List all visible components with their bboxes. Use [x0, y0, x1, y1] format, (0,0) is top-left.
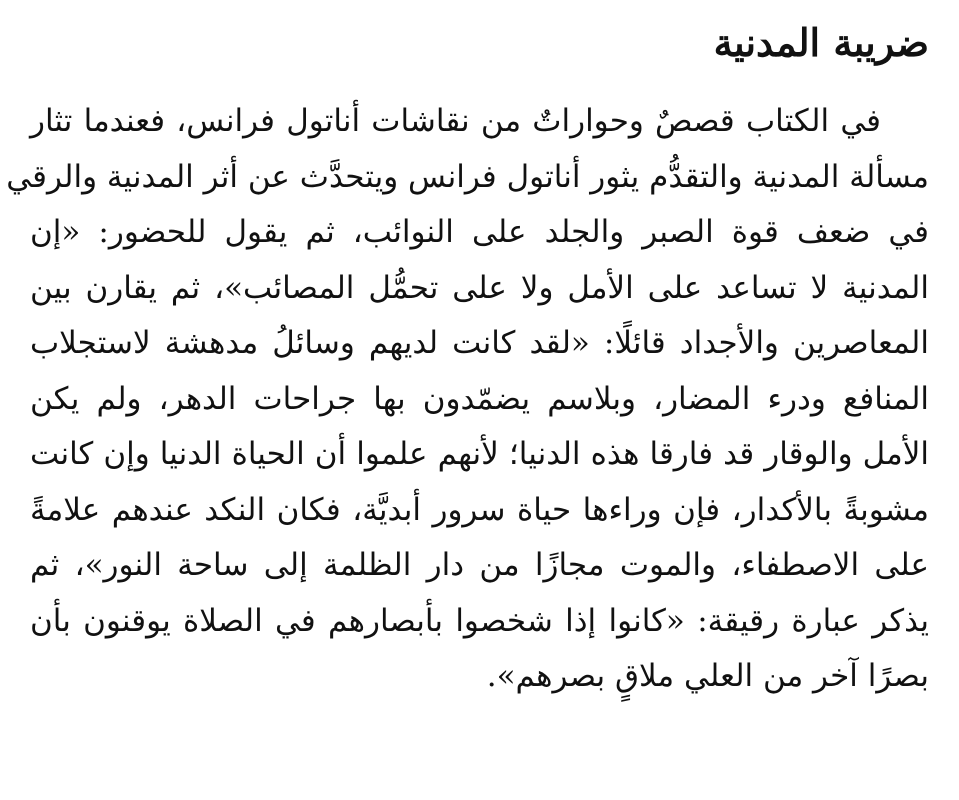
paragraph-line-9: على الاصطفاء، والموت مجازًا من دار الظلمة إلى ساحة النور»، ثم: [30, 547, 929, 583]
paragraph-line-4: المدنية لا تساعد على الأمل ولا على تحمُّل المصائب»، ثم يقارن بين: [30, 269, 929, 306]
paragraph-line-8: مشوبةً بالأكدار، فإن وراءها حياة سرور أبديَّة، فكان النكد عندهم علامةً: [30, 491, 929, 528]
paragraph-line-10: يذكر عبارة رقيقة: «كانوا إذا شخصوا بأبصارهم في الصلاة يوقنون بأن: [30, 602, 929, 639]
paragraph-line-3: في ضعف قوة الصبر والجلد على النوائب، ثم يقول للحضور: «إن: [30, 214, 929, 250]
paragraph-line-7: الأمل والوقار قد فارقا هذه الدنيا؛ لأنهم علموا أن الحياة الدنيا وإن كانت: [30, 436, 929, 472]
section-title: ضريبة المدنية: [713, 20, 929, 65]
body-paragraph: [6, 94, 929, 705]
paragraph-line-1: في الكتاب قصصٌ وحواراتٌ من نقاشات أناتول فرانس، فعندما تثار: [30, 103, 881, 139]
paragraph-line-6: المنافع ودرء المضار، وبلاسم يضمّدون بها جراحات الدهر، ولم يكن: [30, 380, 929, 417]
paragraph-line-2: مسألة المدنية والتقدُّم يثور أناتول فرانس ويتحدَّث عن أثر المدنية والرقي: [6, 158, 929, 195]
paragraph-line-11: بصرًا آخر من العلي ملاقٍ بصرهم».: [486, 658, 929, 694]
paragraph-line-5: المعاصرين والأجداد قائلًا: «لقد كانت لديهم وسائلُ مدهشة لاستجلاب: [30, 325, 929, 361]
